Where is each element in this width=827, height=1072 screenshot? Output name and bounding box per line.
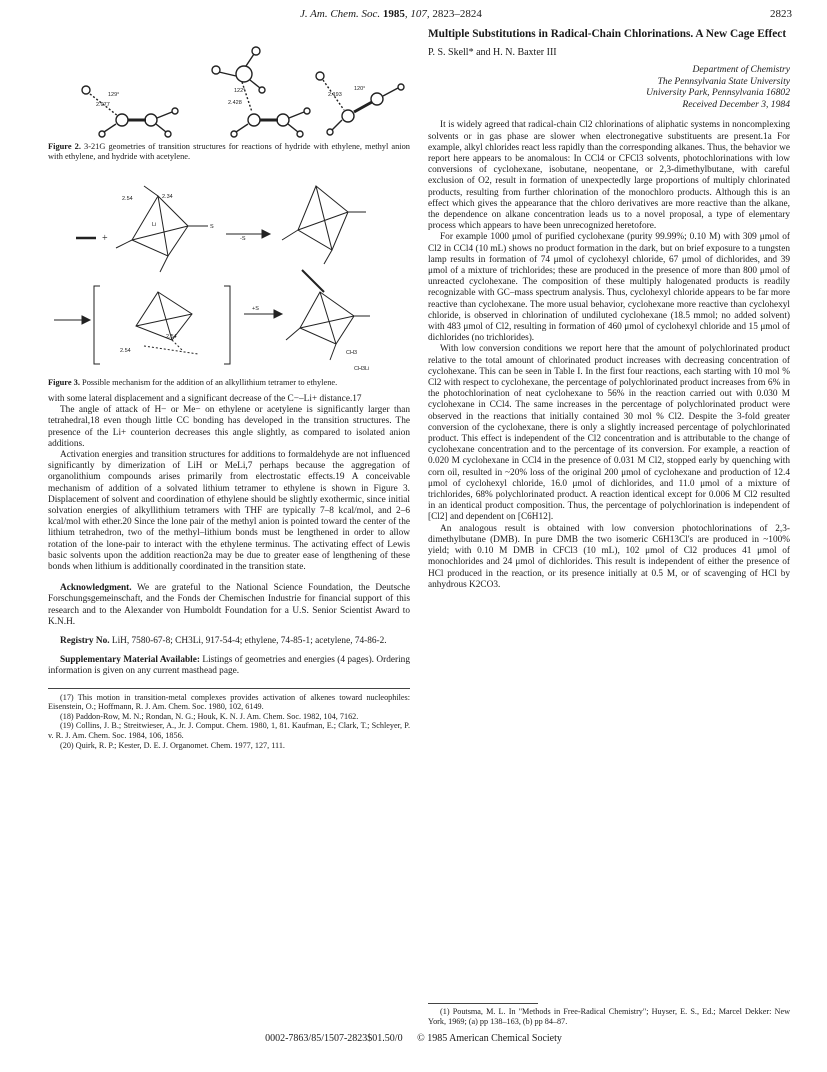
- figure-2-caption: [48, 142, 410, 162]
- fig2-label-5: 2.193: [328, 92, 342, 98]
- left-column: [48, 32, 410, 750]
- right-paragraph: An analogous result is obtained with low conversion photochlorinations of 2,3-dimethylbutane (DMB). In pure DMB the two isomeric C6H13Cl's are produced in ~100% yield; with 0.10 M DMB in CFCl3 (10 mL), 102 μmol of Cl2 produces 41 μmol of monochlorides and 24 μmol of dichlorides. This result is independent of either the presence of HCl produced in the reaction, or its presence initially at 0.5 M, or of scavenging of HCl by anhydrous K2CO3.: [428, 523, 790, 590]
- footnote-rule: [428, 1003, 538, 1004]
- fig3-label-5: -S: [240, 236, 246, 242]
- affiliation-line: Department of Chemistry: [692, 64, 790, 75]
- right-paragraph: With low conversion conditions we report here that the amount of polychlorinated product relative to the total amount of chlorinated product increases with decreasing concentration of cyclohexane. This can be seen in Table I. In the first four reactions, each starting with 10 mol % Cl2 with respect to cyclohexane, the percentage of polychlorinated product increases from 6% in the photochlorination of neat cyclohexane to 56% in the reaction carried out with 0.030 M cyclohexane in CCl4. The same increases in the percentage of polychlorinated product were observed in the reactions that initially contained 30 mol % Cl2. Despite the 3-fold greater conversion of the cyclohexane, there is only a slightly increased percentage of polychlorinated product. This effect is independent of the Cl2 concentration and is attributable to the change of cyclohexane concentration and to the percentage of its conversion. For example, a reaction of 0.020 M cyclohexane in CCl4 in the presence of 0.031 M Cl2, stopped early by quenching with corn oil, resulted in ~20% loss of the original 200 μmol of cyclohexane and production of 12.4 μmol of cyclohexyl chloride, 16.0 μmol of dichlorides, and 11.0 μmol of a mixture of trichlorides, 68% polychlorinated product. A reaction identical except for 0.006 M Cl2 resulted in an identical product composition. Thus, the percentage of polychlorination is independent of [Cl2] and dependent on [C6H12].: [428, 344, 790, 523]
- fig3-label-4: S: [210, 224, 214, 230]
- supplementary-text: Listings of geometries and energies (4 pages). Ordering information is given on any current masthead page.: [48, 655, 410, 677]
- fig3-label-7: 2.54: [166, 334, 177, 340]
- fig2-label-2: 129°: [108, 92, 120, 98]
- fig3-label-8: 2.54: [120, 348, 131, 354]
- fig3-label-10: CH3Li: [354, 366, 370, 372]
- page-number: 2823: [770, 8, 792, 20]
- reference-item: (1) Poutsma, M. L. In "Methods in Free-Radical Chemistry"; Huyser, E. S., Ed.; Marcel Dekker: New York, 1969; (a) pp 138–163, (b) pp 84–87.: [428, 1007, 790, 1026]
- article-title: Multiple Substitutions in Radical-Chain Chlorinations. A New Cage Effect: [428, 28, 787, 40]
- fig2-label-4: 122°: [234, 88, 246, 94]
- fig2-label-6: 120°: [354, 86, 366, 92]
- publication-code: 0002-7863/85/1507-2823$01.50/0: [265, 1033, 403, 1044]
- left-references: [48, 688, 410, 751]
- journal-year: 1985: [382, 8, 405, 20]
- fig3-label-9: CH3: [346, 350, 358, 356]
- figure-3-caption-text: Possible mechanism for the addition of an alkyllithium tetramer to ethylene.: [79, 378, 338, 387]
- figure-3-caption: [48, 378, 410, 388]
- received-date: Received December 3, 1984: [682, 98, 790, 110]
- registry-numbers: [48, 636, 410, 647]
- figure-2-structures: [48, 32, 410, 140]
- page-footer: [0, 1033, 827, 1044]
- registry-text: LiH, 7580-67-8; CH3Li, 917-54-4; ethylene, 74-85-1; acetylene, 74-86-2.: [109, 636, 387, 647]
- left-paragraph: Activation energies and transition structures for additions to formaldehyde are not influenced significantly by dimerization of LiH or MeLi,7 perhaps because the aggregation of organolithium compounds arises primarily from electrostatic effects.19 A conceivable mechanism of addition of a solvated lithium tetramer to ethylene is shown in Figure 3. Displacement of solvent and coordination of ethylene should be slightly exothermic, since initial solvation energies of alkyllithium tetramers with THF are typically 7–8 kcal/mol, and 2–6 kcal/mol with ether.20 Since the lone pair of the methyl anion is pointed toward the center of the lithium tetrahedron, two of the methyl–lithium bonds must be lengthened in order to allow rotation of the lone-pair to interact with the ethylene terminus. The activating effect of Lewis basic solvents upon the addition reaction2a may be due to greater ease of lengthening of these bonds when lithium is additionally coordinated in the transition state.: [48, 450, 410, 573]
- left-paragraph: The angle of attack of H− or Me− on ethylene or acetylene is significantly larger than tetrahedral,18 even though little CC bonding has developed in the transition structures. The presence of the Li+ counterion decreases this angle slightly, as compared to isolated anion additions.: [48, 405, 410, 449]
- acknowledgment-text: We are grateful to the National Science Foundation, the Deutsche Forschungsgemeinschaft, and the Fonds der Chemischen Industrie for financial support of this research and to the Alexander von Humboldt Foundation for a U.S. Senior Scientist Award to K.N.H.: [48, 583, 410, 627]
- methyl-carbon: [236, 66, 252, 82]
- affiliation-line: The Pennsylvania State University: [657, 75, 790, 87]
- figure-3-mechanism: [48, 168, 410, 376]
- fig2-label-3: 2.428: [228, 100, 242, 106]
- figure-3-label: Figure 3.: [48, 378, 80, 387]
- figure-3: [48, 168, 410, 388]
- running-head-citation: J. Am. Chem. Soc. 1985, 107, 2823–2824: [300, 8, 482, 20]
- supplementary-material: [48, 655, 410, 677]
- journal-pages: 2823–2824: [432, 8, 482, 20]
- copyright-notice: © 1985 American Chemical Society: [417, 1033, 562, 1044]
- fig3-label-3: Li: [152, 222, 157, 228]
- reference-item: (17) This motion in transition-metal complexes provides activation of alkenes toward nucleophiles: Eisenstein, O.; Hoffmann, R. J. Am. Chem. Soc. 1980, 102, 6149.: [48, 692, 410, 712]
- fig2-label-1: 2.077: [96, 102, 110, 108]
- left-body: [48, 394, 410, 573]
- hydride-atom-1: [82, 86, 90, 94]
- reference-item: (20) Quirk, R. P.; Kester, D. E. J. Organomet. Chem. 1977, 127, 111.: [60, 740, 285, 750]
- acknowledgment-label: Acknowledgment.: [60, 583, 132, 594]
- left-paragraph: with some lateral displacement and a significant decrease of the C−–Li+ distance.17: [48, 394, 362, 404]
- acknowledgment: [48, 583, 410, 628]
- article-authors: P. S. Skell* and H. N. Baxter III: [428, 47, 557, 58]
- affiliation-line: University Park, Pennsylvania 16802: [646, 87, 790, 99]
- right-body: [428, 120, 790, 591]
- figure-2-label: Figure 2.: [48, 142, 81, 151]
- running-head: [0, 8, 827, 26]
- fig3-label-6: +S: [252, 306, 259, 312]
- fig3-label-2: 2.34: [162, 194, 173, 200]
- journal-volume: 107: [410, 8, 427, 20]
- affiliation: [428, 64, 790, 110]
- right-references: [428, 1007, 790, 1026]
- journal-name: J. Am. Chem. Soc.: [300, 8, 381, 20]
- reference-item: (19) Collins, J. B.; Streitwieser, A., Jr. J. Comput. Chem. 1980, 1, 81. Kaufman, E.; Clark, T.; Schleyer, P. v. R. J. Am. Chem. Soc. 1984, 106, 1856.: [48, 721, 410, 741]
- right-column: [428, 28, 790, 591]
- svg-text:+: +: [102, 233, 108, 244]
- reference-item: (18) Paddon-Row, M. N.; Rondan, N. G.; Houk, K. N. J. Am. Chem. Soc. 1982, 104, 7162.: [60, 711, 359, 721]
- figure-2-caption-text: 3-21G geometries of transition structures for reactions of hydride with ethylene, methyl anion with ethylene, and hydride with acetylene.: [48, 142, 410, 161]
- fig3-label-1: 2.54: [122, 196, 133, 202]
- registry-label: Registry No.: [60, 636, 110, 647]
- supplementary-label: Supplementary Material Available:: [60, 655, 200, 666]
- right-paragraph: It is widely agreed that radical-chain Cl2 chlorinations of aliphatic systems in noncomplexing solvents or in gas phase are slower when electronegative substituents are present.1a For example, alkyl chlorides react less rapidly than the corresponding alkanes. Thus, the behavior we report here appears to be anomalous: In CCl4 or CFCl3 solvents, photochlorinations with low conversions of cyclohexane, isobutane, neopentane, or 2,3-dimethylbutane, with careful exclusion of O2, result in formation of unexpectedly large proportions of multiply chlorinated products, resulting from further chlorination of the monochloro products. Although this is an effect which gives the appearance that the chloro derivatives are more reactive than the alkane, the dependence on alkane concentration leads us to a novel proposal, a type of elementary process which appears to have been unrecognized heretofore.: [428, 120, 790, 232]
- figure-2: [48, 32, 410, 162]
- right-paragraph: For example 1000 μmol of purified cyclohexane (purity 99.99%; 0.10 M) with 309 μmol of Cl2 in CCl4 (10 mL) shows no product formation in the dark, but on brief exposure to a tungsten lamp results in formation of 74 μmol of cyclohexyl chloride, 67 μmol of dichlorides, and 39 μmol of a mixture of trichlorides; these are produced in the presence of more than 800 μmol of unreacted cyclohexane. The composition of these multiply halogenated products is readily recognizable with GC–mass spectrum analysis. Thus, cyclohexyl chloride appears to be far more reactive than cyclohexane. The more usual behavior, cyclohexane more reactive than cyclohexyl chloride, is observed in chlorination of undiluted cyclohexane (18.5 mmol; no added solvent) with 483 μmol of Cl2, resulting in formation of 460 μmol of cyclohexyl chloride and 15 μmol of dichlorides (no trichlorides).: [428, 232, 790, 344]
